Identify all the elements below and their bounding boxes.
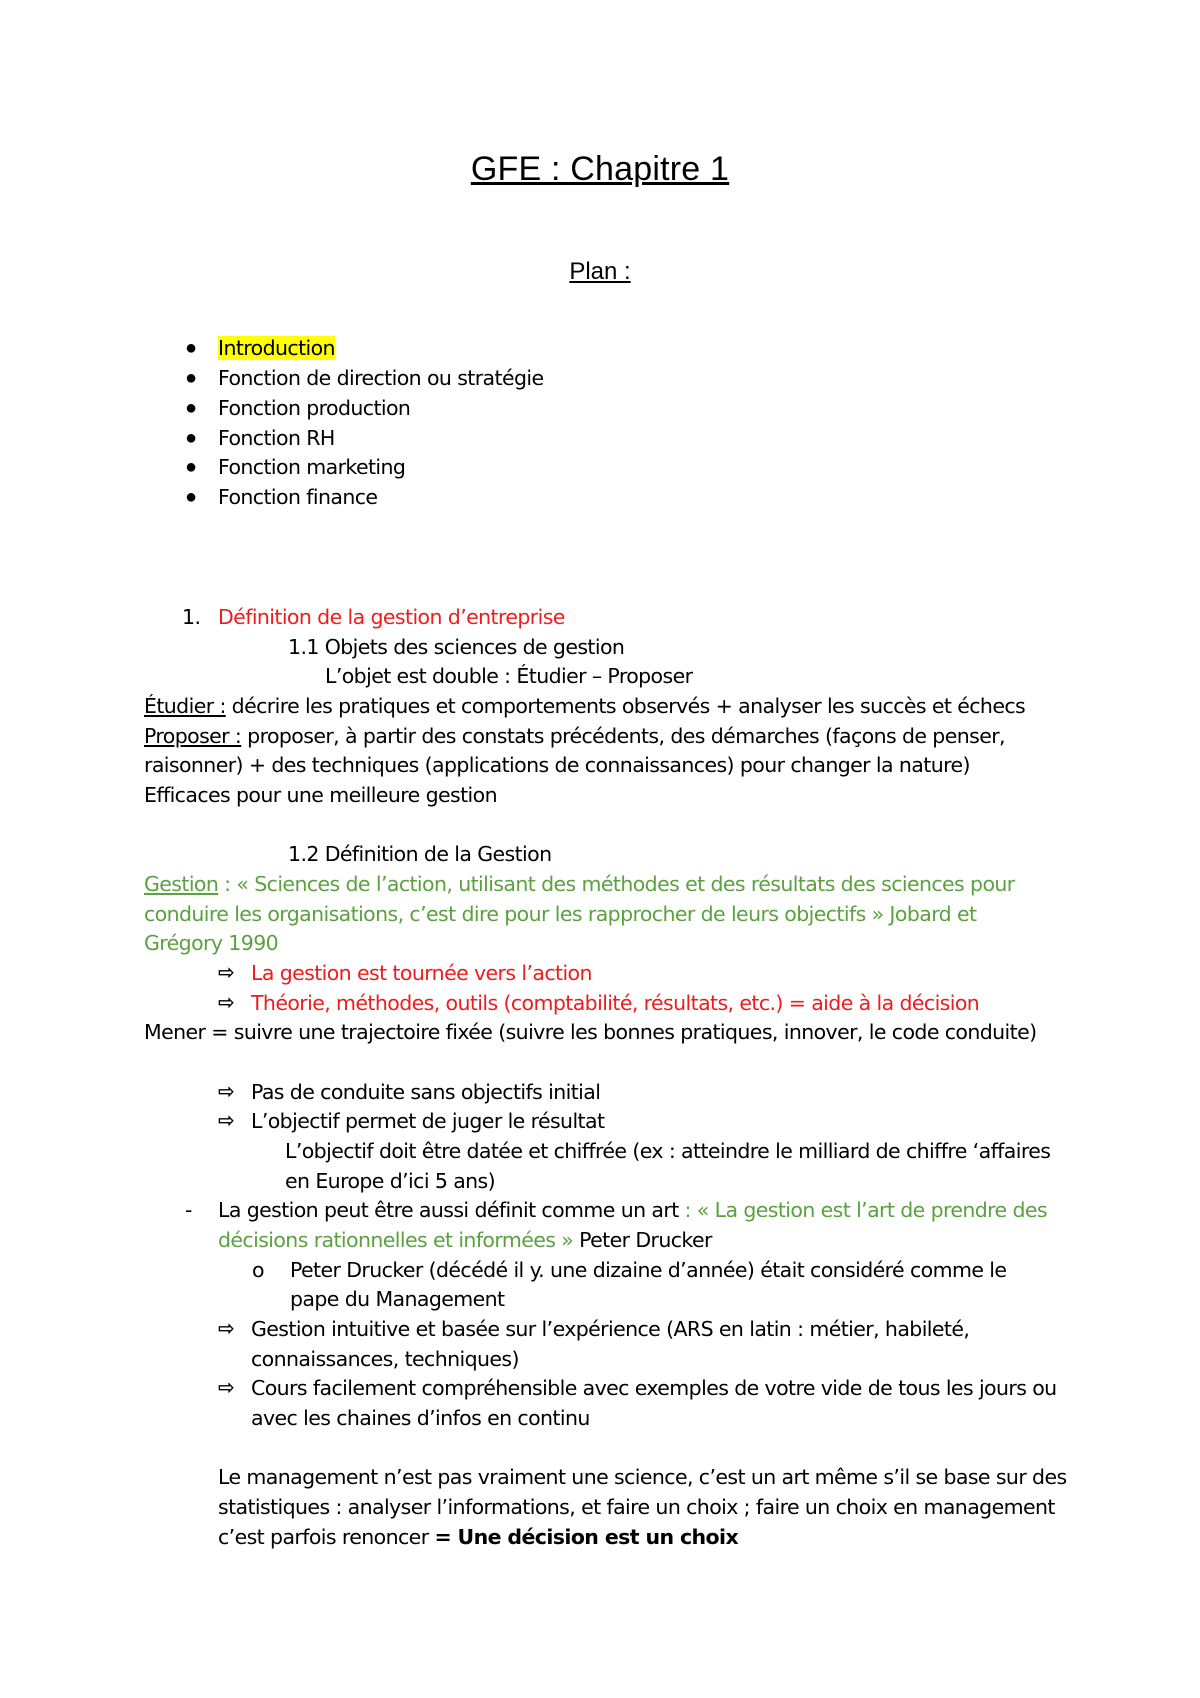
bullet-icon: ●: [185, 337, 198, 359]
arrow-icon: ⇨: [218, 992, 235, 1014]
text-line: Peter Drucker (décédé il y. une dizaine d’année) était considéré comme le: [290, 1258, 1007, 1282]
section-heading: Définition de la gestion d’entreprise: [218, 605, 565, 629]
text-line: statistiques : analyser l’informations, et faire un choix ; faire un choix en management: [218, 1495, 1055, 1519]
bullet-icon: ●: [185, 456, 198, 478]
arrow-item: L’objectif permet de juger le résultat: [251, 1109, 605, 1133]
text-line: raisonner) + des techniques (applications de connaissances) pour changer la nature): [144, 753, 970, 777]
arrow-item: Gestion intuitive et basée sur l’expérience (ARS en latin : métier, habileté,: [251, 1317, 970, 1341]
subsection-heading: 1.1 Objets des sciences de gestion: [288, 635, 625, 659]
arrow-item: La gestion est tournée vers l’action: [251, 961, 592, 985]
arrow-icon: ⇨: [218, 1318, 235, 1340]
text-line: Efficaces pour une meilleure gestion: [144, 783, 497, 807]
plan-item: Fonction marketing: [218, 455, 406, 479]
text-line: L’objet est double : Étudier – Proposer: [325, 664, 693, 688]
definition-line: conduire les organisations, c’est dire pour les rapprocher de leurs objectifs » Jobard et: [144, 902, 977, 926]
bullet-icon: ●: [185, 427, 198, 449]
text-line: décisions rationnelles et informées » Peter Drucker: [218, 1228, 712, 1252]
circle-bullet-icon: o: [252, 1258, 264, 1282]
plan-item: Fonction finance: [218, 485, 378, 509]
text-line: Mener = suivre une trajectoire fixée (suivre les bonnes pratiques, innover, le code conduite): [144, 1020, 1037, 1044]
dash-icon: -: [185, 1198, 192, 1222]
page-title: GFE : Chapitre 1: [470, 150, 730, 188]
text-line: Proposer : proposer, à partir des constats précédents, des démarches (façons de penser,: [144, 724, 1005, 748]
plan-item: Fonction RH: [218, 426, 335, 450]
text-line: pape du Management: [290, 1287, 505, 1311]
arrow-icon: ⇨: [218, 1377, 235, 1399]
definition-line: Gestion : « Sciences de l’action, utilisant des méthodes et des résultats des sciences pour: [144, 872, 1015, 896]
arrow-icon: ⇨: [218, 1081, 235, 1103]
text-line: L’objectif doit être datée et chiffrée (ex : atteindre le milliard de chiffre ‘affaires: [285, 1139, 1051, 1163]
definition-line: Grégory 1990: [144, 931, 279, 955]
text-line: en Europe d’ici 5 ans): [285, 1169, 496, 1193]
plan-heading: Plan :: [569, 258, 631, 285]
plan-item: Introduction: [218, 336, 335, 360]
plan-item: Fonction production: [218, 396, 411, 420]
arrow-item: connaissances, techniques): [251, 1347, 519, 1371]
arrow-item: Théorie, méthodes, outils (comptabilité, résultats, etc.) = aide à la décision: [251, 991, 980, 1015]
bullet-icon: ●: [185, 486, 198, 508]
arrow-icon: ⇨: [218, 962, 235, 984]
bullet-icon: ●: [185, 367, 198, 389]
plan-item: Fonction de direction ou stratégie: [218, 366, 544, 390]
subsection-heading: 1.2 Définition de la Gestion: [288, 842, 552, 866]
arrow-item: Cours facilement compréhensible avec exemples de votre vide de tous les jours ou: [251, 1376, 1057, 1400]
text-line: Le management n’est pas vraiment une science, c’est un art même s’il se base sur des: [218, 1465, 1067, 1489]
text-line: Étudier : décrire les pratiques et comportements observés + analyser les succès et échecs: [144, 694, 1026, 718]
arrow-item: avec les chaines d’infos en continu: [251, 1406, 590, 1430]
arrow-icon: ⇨: [218, 1110, 235, 1132]
section-number: 1.: [182, 605, 201, 629]
bullet-icon: ●: [185, 397, 198, 419]
text-line: c’est parfois renoncer = Une décision est un choix: [218, 1525, 739, 1549]
arrow-item: Pas de conduite sans objectifs initial: [251, 1080, 601, 1104]
text-line: La gestion peut être aussi définit comme un art : « La gestion est l’art de prendre des: [218, 1198, 1047, 1222]
